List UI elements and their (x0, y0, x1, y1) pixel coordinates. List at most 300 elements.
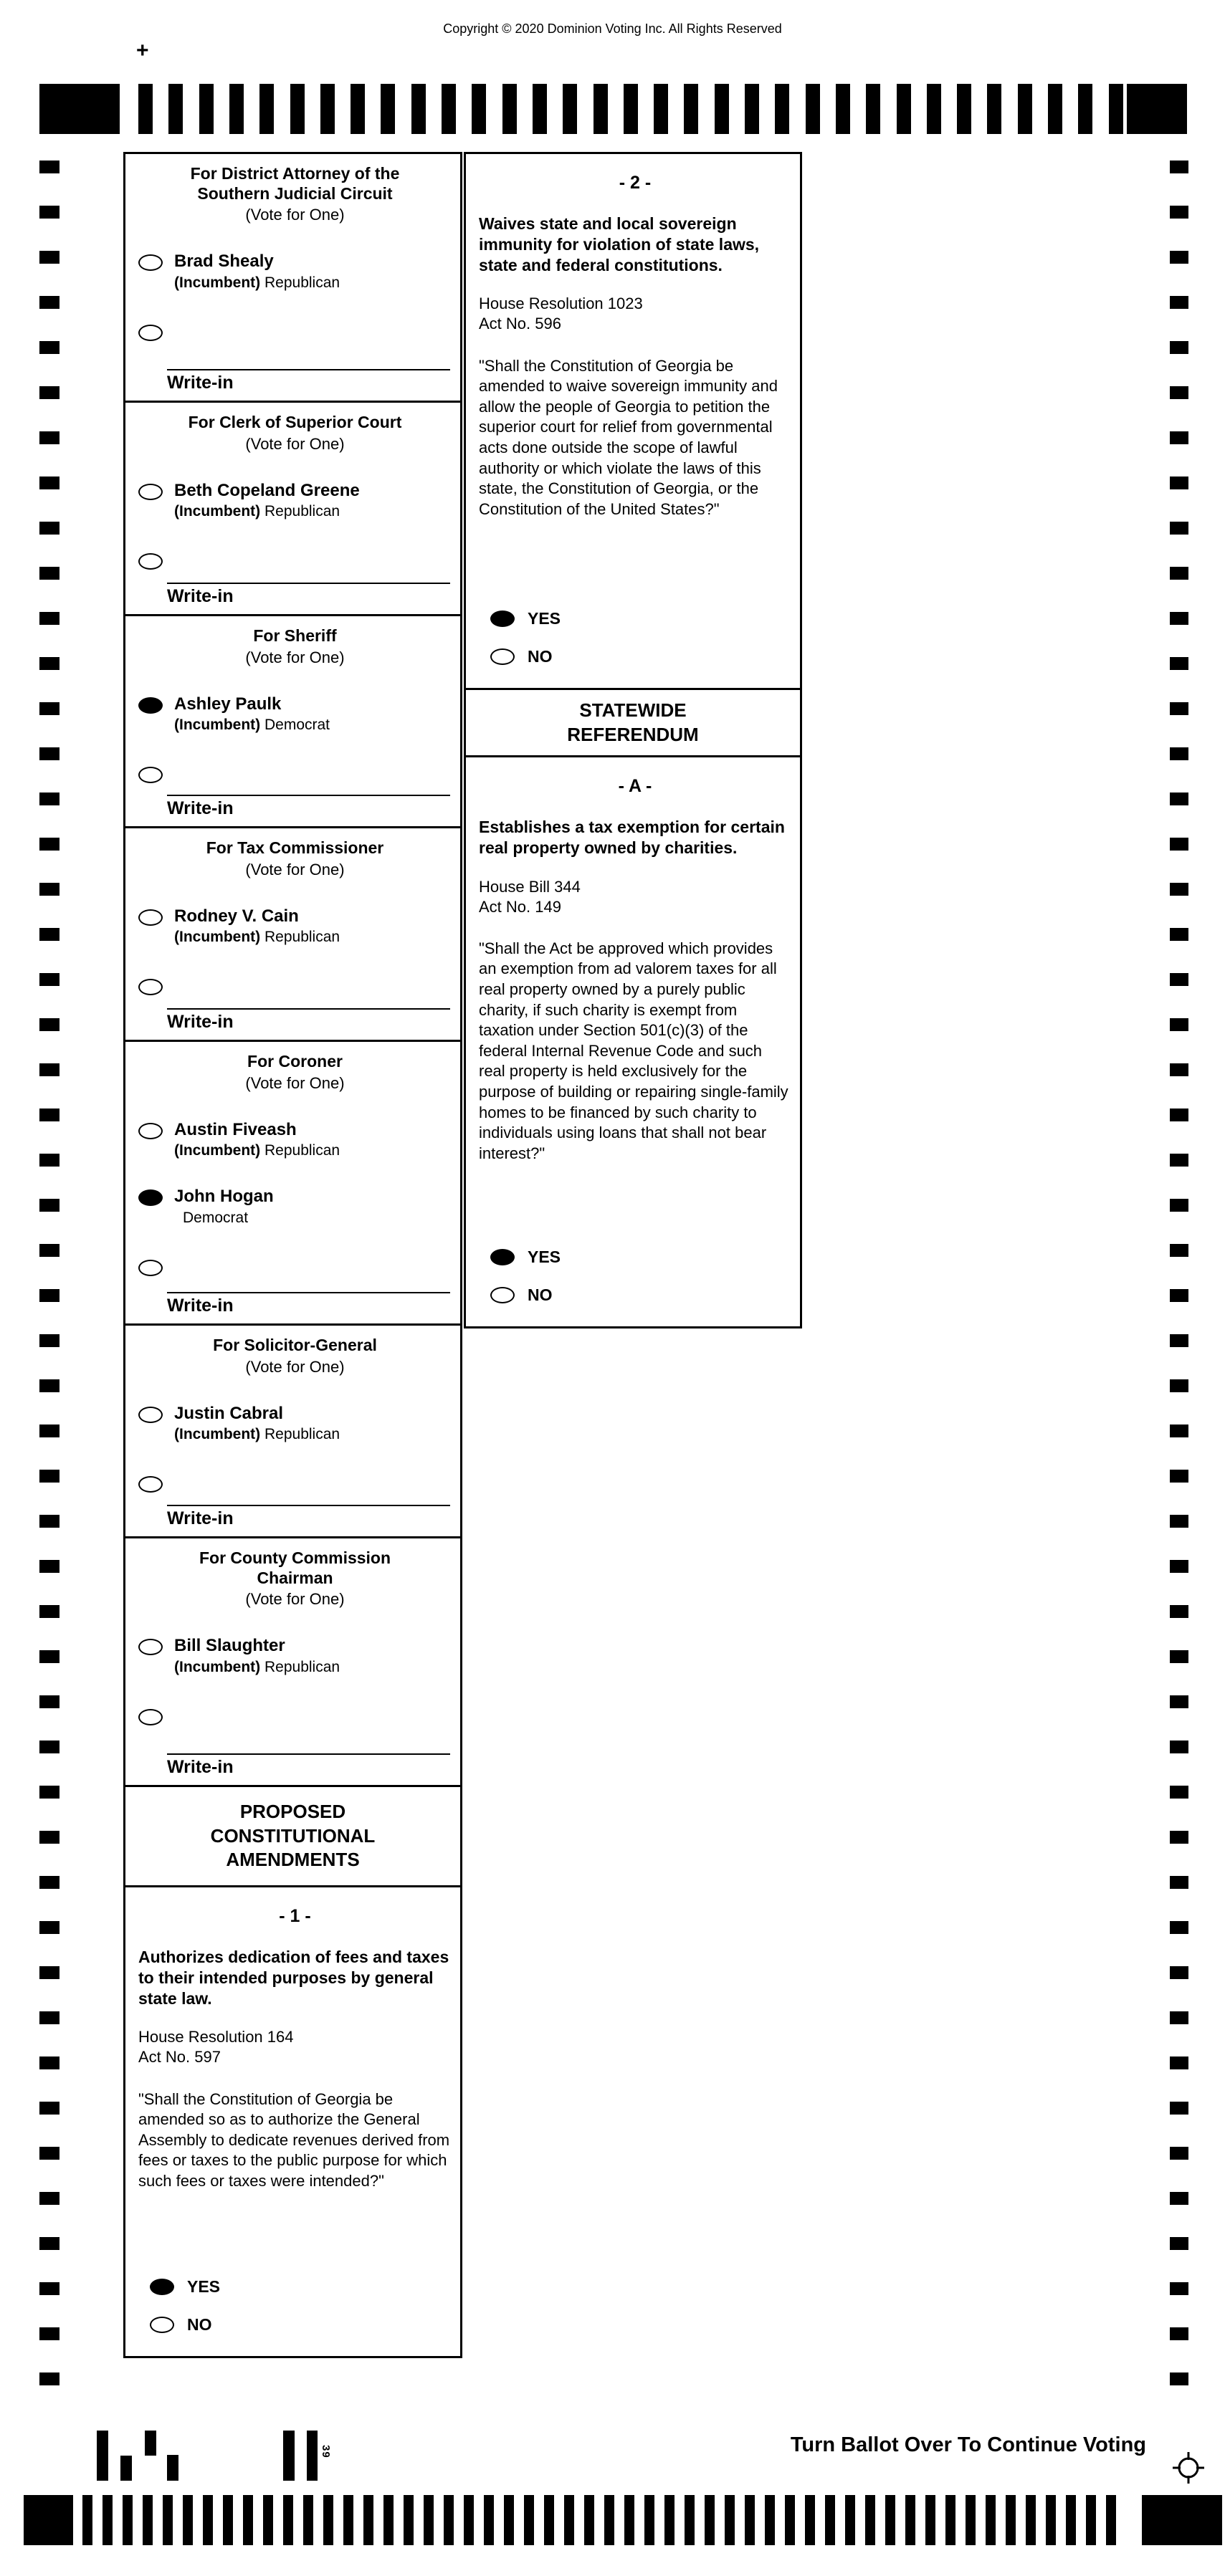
timing-bar (594, 84, 608, 134)
section-header-text: STATEWIDE REFERENDUM (567, 699, 699, 745)
timing-tick (1170, 1244, 1188, 1257)
timing-bar (320, 84, 335, 134)
timing-bar (138, 84, 153, 134)
timing-tick (1170, 1786, 1188, 1799)
turn-ballot-over-notice: Turn Ballot Over To Continue Voting (790, 2433, 1146, 2456)
vote-oval[interactable] (138, 254, 163, 271)
vote-for-instruction: (Vote for One) (245, 1073, 345, 1092)
contest-for-district-attorney-of-the-southern-judicial-circuit (123, 152, 462, 403)
timing-tick (1170, 838, 1188, 851)
timing-tick (39, 657, 59, 670)
timing-tick (39, 431, 59, 444)
timing-tick (39, 793, 59, 805)
timing-bar (383, 2495, 394, 2545)
timing-tick (1170, 1695, 1188, 1708)
write-in-oval[interactable] (138, 1709, 163, 1725)
candidate-party: Democrat (183, 1209, 249, 1226)
timing-bar (624, 2495, 634, 2545)
timing-bar (986, 2495, 996, 2545)
ballot-id-number: 39 (320, 2445, 332, 2458)
timing-tick (39, 883, 59, 896)
timing-tick (39, 928, 59, 941)
measure-number: - 2 - (619, 173, 652, 193)
timing-bar (502, 84, 517, 134)
timing-bar (1048, 84, 1062, 134)
measure-a (464, 755, 802, 1328)
timing-bar (564, 2495, 574, 2545)
candidate-row (138, 1403, 452, 1444)
vote-for-instruction: (Vote for One) (245, 860, 345, 878)
timing-bar (745, 84, 759, 134)
no-oval[interactable] (150, 2317, 174, 2333)
candidate-party: (Incumbent) Republican (174, 274, 340, 291)
timing-bar (290, 84, 305, 134)
candidate-row (138, 694, 452, 734)
candidate-party: (Incumbent) Republican (174, 503, 340, 520)
timing-tick (1170, 477, 1188, 489)
timing-tick (1170, 747, 1188, 760)
timing-tick (39, 477, 59, 489)
write-in-oval[interactable] (138, 553, 163, 570)
timing-bar (825, 2495, 835, 2545)
timing-tick (1170, 341, 1188, 354)
timing-bar (283, 2495, 293, 2545)
no-oval[interactable] (490, 1287, 515, 1303)
timing-tick (1170, 1921, 1188, 1934)
write-in-oval[interactable] (138, 325, 163, 341)
yes-no-choices (479, 1229, 791, 1321)
candidate-row (138, 1119, 452, 1160)
authority-line: House Bill 344 (479, 877, 581, 896)
timing-block (24, 2495, 73, 2545)
incumbent-label: (Incumbent) (174, 1658, 261, 1675)
stub-bar (283, 2431, 295, 2481)
candidate-name: Austin Fiveash (174, 1119, 297, 1139)
timing-tick (1170, 1741, 1188, 1753)
contest-for-clerk-of-superior-court (123, 401, 462, 616)
incumbent-label: (Incumbent) (174, 274, 261, 291)
timing-bar (263, 2495, 273, 2545)
timing-bar (897, 84, 911, 134)
write-in-area (138, 362, 452, 395)
candidate-party: (Incumbent) Republican (174, 929, 340, 946)
timing-bar (243, 2495, 253, 2545)
timing-bar (1106, 2495, 1116, 2545)
no-label: NO (528, 1285, 553, 1304)
timing-tick (1170, 1018, 1188, 1031)
timing-tick (1170, 1470, 1188, 1483)
yes-no-choices (479, 590, 791, 682)
timing-tick (1170, 702, 1188, 715)
write-in-label: Write-in (167, 1012, 234, 1032)
timing-block (1127, 84, 1187, 134)
timing-tick (39, 251, 59, 264)
measure-summary: Authorizes dedication of fees and taxes to their intended purposes by general state law. (138, 1948, 449, 2008)
write-in-choice-row (138, 1709, 452, 1725)
timing-tick (39, 1515, 59, 1528)
timing-bar (82, 2495, 92, 2545)
authority-line: Act No. 597 (138, 2048, 221, 2067)
timing-tick (39, 747, 59, 760)
timing-tick (39, 973, 59, 986)
timing-bar (199, 84, 214, 134)
vote-for-instruction: (Vote for One) (245, 434, 345, 453)
timing-tick (1170, 2282, 1188, 2295)
write-in-choice-row (138, 1260, 452, 1276)
timing-bar (866, 84, 880, 134)
measure-question: "Shall the Act be approved which provides an exemption from ad valorem taxes for all real property owned by a purely public charity, if such charity is exempt from taxation under Section 501(c)(3) of the federal Internal Revenue Code and such real property is held exclusively for the purpose of building or repairing single-family homes to be financed by such charity to individuals using loans that shall not bear interest?" (479, 939, 788, 1162)
yes-label: YES (528, 609, 561, 628)
vote-oval[interactable] (138, 1407, 163, 1423)
timing-bar (404, 2495, 414, 2545)
measure-question: "Shall the Constitution of Georgia be amended to waive sovereign immunity and allow the people of Georgia to petition the superior court for relief from governmental acts done outside the scope of lawful authority or which violate the laws of this state, the Constitution of Georgia, or the Constitution of the United States?" (479, 356, 778, 518)
candidate-text (174, 906, 340, 947)
timing-bar (303, 2495, 313, 2545)
stub-bar (167, 2455, 178, 2481)
timing-bar (1109, 84, 1123, 134)
timing-bar (442, 84, 456, 134)
incumbent-label: (Incumbent) (174, 1426, 261, 1443)
measure-2 (464, 152, 802, 690)
vote-for-instruction: (Vote for One) (245, 648, 345, 666)
write-in-oval[interactable] (138, 1260, 163, 1276)
timing-bar (806, 84, 820, 134)
timing-bar (745, 2495, 755, 2545)
write-in-area (138, 1498, 452, 1531)
timing-bar (836, 84, 850, 134)
timing-bar (684, 84, 698, 134)
write-in-label: Write-in (167, 798, 234, 818)
timing-tick (39, 1695, 59, 1708)
write-in-label: Write-in (167, 586, 234, 606)
stub-bar (97, 2431, 108, 2481)
candidate-name: Rodney V. Cain (174, 906, 299, 926)
contest-title: For Sheriff (253, 626, 337, 645)
authority-line: Act No. 596 (479, 315, 561, 333)
timing-bar (885, 2495, 895, 2545)
candidate-name: Justin Cabral (174, 1403, 284, 1423)
write-in-label: Write-in (167, 1757, 234, 1777)
timing-tick (39, 838, 59, 851)
yes-choice-row (490, 1248, 791, 1267)
timing-tick (1170, 1063, 1188, 1076)
timing-tick (39, 386, 59, 399)
timing-bar (381, 84, 395, 134)
timing-bar (524, 2495, 534, 2545)
timing-bar (1018, 84, 1032, 134)
timing-tick (1170, 431, 1188, 444)
timing-bar (168, 84, 183, 134)
candidate-party: (Incumbent) Republican (174, 1142, 340, 1159)
yes-choice-row (150, 2277, 452, 2297)
timing-tick (39, 2057, 59, 2069)
measure-number: - A - (618, 776, 652, 796)
contest-title: For Coroner (247, 1052, 343, 1071)
timing-tick (1170, 1650, 1188, 1663)
timing-tick (39, 1605, 59, 1618)
write-in-choice-row (138, 979, 452, 995)
timing-tick (1170, 296, 1188, 309)
timing-bar (203, 2495, 213, 2545)
timing-tick (1170, 1966, 1188, 1979)
write-in-choice-row (138, 1476, 452, 1493)
timing-bar (544, 2495, 554, 2545)
timing-tick (39, 1966, 59, 1979)
timing-tick (1170, 386, 1188, 399)
measure-authority (138, 2027, 452, 2067)
timing-tick (1170, 1560, 1188, 1573)
timing-bar (865, 2495, 875, 2545)
timing-tick (39, 612, 59, 625)
timing-tick (39, 1063, 59, 1076)
yes-oval-filled[interactable] (150, 2279, 174, 2295)
timing-bar (945, 2495, 955, 2545)
timing-tick (1170, 206, 1188, 219)
timing-tick (1170, 1109, 1188, 1121)
contest-for-coroner (123, 1040, 462, 1326)
candidate-party: (Incumbent) Republican (174, 1658, 340, 1675)
timing-tick (1170, 161, 1188, 173)
contest-title: For District Attorney of the Southern Judicial Circuit (190, 164, 400, 203)
incumbent-label: (Incumbent) (174, 717, 261, 734)
yes-choice-row (490, 609, 791, 628)
timing-tick (39, 161, 59, 173)
timing-tick (39, 2011, 59, 2024)
authority-line: House Resolution 1023 (479, 295, 643, 313)
timing-tick (39, 1154, 59, 1167)
candidate-row (138, 254, 452, 292)
candidate-text (174, 1120, 340, 1160)
timing-bar (624, 84, 638, 134)
timing-tick (39, 522, 59, 535)
timing-bar (1026, 2495, 1036, 2545)
timing-tick (39, 1876, 59, 1889)
timing-bar (363, 2495, 373, 2545)
timing-bar (927, 84, 941, 134)
timing-tick (1170, 1289, 1188, 1302)
yes-oval-filled[interactable] (490, 1249, 515, 1265)
timing-bar (604, 2495, 614, 2545)
no-choice-row (490, 1285, 791, 1305)
timing-bar (1006, 2495, 1016, 2545)
timing-tick (39, 2282, 59, 2295)
timing-tick (39, 2147, 59, 2160)
timing-bar (644, 2495, 654, 2545)
write-in-oval[interactable] (138, 1476, 163, 1493)
timing-tick (39, 2327, 59, 2340)
timing-tick (39, 2102, 59, 2115)
timing-bar (966, 2495, 976, 2545)
timing-tick (1170, 2372, 1188, 2385)
candidate-row (138, 1636, 452, 1676)
timing-tick (39, 2192, 59, 2205)
timing-bar (705, 2495, 715, 2545)
vote-oval[interactable] (138, 1639, 163, 1655)
candidate-text (174, 1187, 274, 1227)
timing-tick (39, 296, 59, 309)
timing-tick (1170, 1199, 1188, 1212)
write-in-label: Write-in (167, 1296, 234, 1316)
copyright-notice: Copyright © 2020 Dominion Voting Inc. All Rights Reserved (443, 21, 782, 36)
timing-bar (905, 2495, 915, 2545)
incumbent-label: (Incumbent) (174, 1142, 261, 1159)
contest-title: For Tax Commissioner (206, 838, 384, 857)
timing-tick (39, 206, 59, 219)
stub-bar (307, 2431, 318, 2481)
contest-for-sheriff (123, 614, 462, 828)
timing-bar (464, 2495, 474, 2545)
write-in-area (138, 787, 452, 820)
timing-bar (765, 2495, 775, 2545)
section-header-statewide-referendum (464, 688, 802, 757)
timing-bar (123, 2495, 133, 2545)
write-in-area (138, 575, 452, 608)
timing-tick (39, 1244, 59, 1257)
timing-tick (39, 1334, 59, 1347)
measure-authority (479, 877, 791, 917)
incumbent-label: (Incumbent) (174, 503, 261, 520)
timing-bar (472, 84, 486, 134)
vote-oval[interactable] (138, 909, 163, 926)
timing-bar (533, 84, 547, 134)
candidate-name: Brad Shealy (174, 252, 274, 272)
candidate-text (174, 481, 360, 521)
measure-number: - 1 - (279, 1906, 311, 1926)
measure-1 (123, 1885, 462, 2358)
contest-title: For Solicitor-General (213, 1336, 377, 1354)
timing-tick (39, 341, 59, 354)
timing-bar (143, 2495, 153, 2545)
timing-tick (1170, 567, 1188, 580)
timing-tick (39, 2237, 59, 2250)
candidate-text (174, 252, 340, 292)
registration-plus-mark: + (136, 39, 149, 62)
candidate-row (138, 1189, 452, 1227)
no-choice-row (150, 2315, 452, 2335)
timing-tick (39, 1199, 59, 1212)
candidate-name: John Hogan (174, 1187, 274, 1207)
write-in-label: Write-in (167, 373, 234, 393)
timing-tick (39, 1018, 59, 1031)
timing-bar (1086, 2495, 1096, 2545)
authority-line: Act No. 149 (479, 897, 561, 916)
timing-tick (1170, 928, 1188, 941)
measure-summary: Waives state and local sovereign immunity for violation of state laws, state and federal constitutions. (479, 214, 760, 274)
timing-tick (39, 567, 59, 580)
timing-bar (685, 2495, 695, 2545)
stub-bar (120, 2456, 132, 2481)
timing-bar (654, 84, 668, 134)
timing-tick (1170, 1831, 1188, 1844)
timing-tick (1170, 2057, 1188, 2069)
stub-bar (145, 2431, 156, 2456)
vote-oval-filled[interactable] (138, 1189, 163, 1206)
no-choice-row (490, 647, 791, 666)
contest-for-tax-commissioner (123, 826, 462, 1042)
vote-for-instruction: (Vote for One) (245, 1357, 345, 1376)
timing-tick (1170, 883, 1188, 896)
timing-bar (223, 2495, 233, 2545)
timing-bar (925, 2495, 935, 2545)
timing-tick (1170, 251, 1188, 264)
ballot-column-right (464, 152, 802, 1328)
yes-label: YES (528, 1248, 561, 1266)
candidate-text (174, 694, 330, 734)
write-in-choice-row (138, 767, 452, 783)
timing-tick (1170, 1605, 1188, 1618)
timing-tick (1170, 2011, 1188, 2024)
timing-tick (39, 2372, 59, 2385)
vote-oval[interactable] (138, 1123, 163, 1139)
timing-tick (39, 1921, 59, 1934)
timing-tick (1170, 522, 1188, 535)
timing-bar (504, 2495, 514, 2545)
timing-tick (39, 1289, 59, 1302)
timing-tick (1170, 2237, 1188, 2250)
timing-bar (343, 2495, 353, 2545)
timing-bar (715, 84, 729, 134)
no-oval[interactable] (490, 648, 515, 665)
write-in-area (138, 1285, 452, 1318)
timing-bar (1046, 2495, 1056, 2545)
timing-tick (1170, 1515, 1188, 1528)
timing-tick (1170, 1379, 1188, 1392)
candidate-party: (Incumbent) Republican (174, 1426, 340, 1443)
section-header-text: PROPOSED CONSTITUTIONAL AMENDMENTS (210, 1800, 376, 1871)
vote-for-instruction: (Vote for One) (245, 206, 345, 224)
vote-oval[interactable] (138, 484, 163, 500)
timing-tick (1170, 2192, 1188, 2205)
candidate-row (138, 480, 452, 521)
contest-for-solicitor-general (123, 1323, 462, 1538)
yes-oval-filled[interactable] (490, 611, 515, 627)
write-in-oval[interactable] (138, 979, 163, 995)
timing-tick (1170, 657, 1188, 670)
timing-bar (259, 84, 274, 134)
measure-question: "Shall the Constitution of Georgia be amended so as to authorize the General Assembly to dedicate revenues derived from fees or taxes to the public purpose for which such fees or taxes were intended?" (138, 2089, 450, 2190)
authority-line: House Resolution 164 (138, 2028, 294, 2046)
timing-bar (444, 2495, 454, 2545)
ballot-column-left (123, 152, 462, 2358)
vote-oval-filled[interactable] (138, 697, 163, 714)
timing-bar (725, 2495, 735, 2545)
timing-tick (39, 1831, 59, 1844)
timing-bar (785, 2495, 795, 2545)
timing-tick (1170, 612, 1188, 625)
timing-tick (39, 1379, 59, 1392)
write-in-choice-row (138, 325, 452, 341)
timing-bar (163, 2495, 173, 2545)
measure-summary: Establishes a tax exemption for certain real property owned by charities. (479, 818, 785, 857)
timing-tick (1170, 1154, 1188, 1167)
timing-bar (484, 2495, 494, 2545)
candidate-name: Ashley Paulk (174, 694, 282, 714)
timing-bar (845, 2495, 855, 2545)
timing-bar (563, 84, 577, 134)
yes-label: YES (187, 2277, 221, 2296)
timing-tick (1170, 1334, 1188, 1347)
timing-bar (183, 2495, 193, 2545)
no-label: NO (528, 647, 553, 666)
timing-tick (39, 1741, 59, 1753)
candidate-name: Bill Slaughter (174, 1636, 285, 1656)
timing-bar (775, 84, 789, 134)
write-in-oval[interactable] (138, 767, 163, 783)
timing-tick (39, 1560, 59, 1573)
timing-tick (1170, 973, 1188, 986)
timing-bar (411, 84, 426, 134)
contest-title: For Clerk of Superior Court (188, 413, 402, 431)
